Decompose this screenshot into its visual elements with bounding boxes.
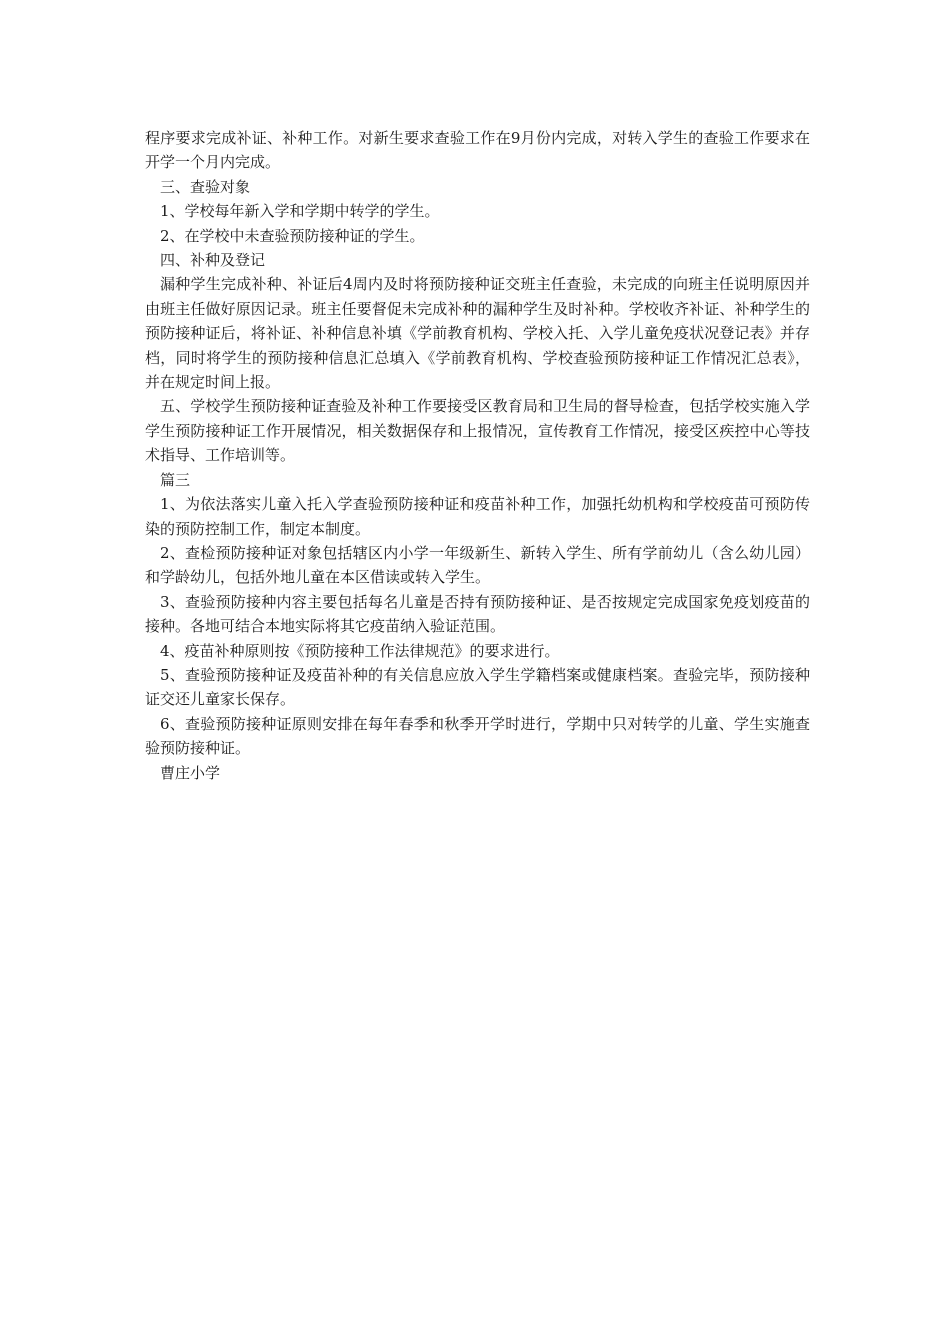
list-item: 5、查验预防接种证及疫苗补种的有关信息应放入学生学籍档案或健康档案。查验完毕，预防接种证交还儿童家长保存。 xyxy=(145,665,810,709)
signature-school-name: 曹庄小学 xyxy=(160,763,221,782)
paragraph: 五、学校学生预防接种证查验及补种工作要接受区教育局和卫生局的督导检查，包括学校实施入学学生预防接种证工作开展情况，相关数据保存和上报情况，宣传教育工作情况，接受区疾控中心等技术指导、工作培训等。 xyxy=(145,397,810,465)
list-item: 3、查验预防接种内容主要包括每名儿童是否持有预防接种证、是否按规定完成国家免疫划疫苗的接种。各地可结合本地实际将其它疫苗纳入验证范围。 xyxy=(145,592,810,636)
section-heading-inspection-targets: 三、查验对象 xyxy=(160,177,251,196)
list-item: 2、在学校中未查验预防接种证的学生。 xyxy=(160,226,425,245)
list-item: 6、查验预防接种证原则安排在每年春季和秋季开学时进行，学期中只对转学的儿童、学生实施查验预防接种证。 xyxy=(145,714,810,758)
list-item: 2、查检预防接种证对象包括辖区内小学一年级新生、新转入学生、所有学前幼儿（含么幼儿园）和学龄幼儿，包括外地儿童在本区借读或转入学生。 xyxy=(145,543,810,587)
list-item: 1、学校每年新入学和学期中转学的学生。 xyxy=(160,202,440,221)
document-page xyxy=(145,126,810,785)
list-item: 4、疫苗补种原则按《预防接种工作法律规范》的要求进行。 xyxy=(160,641,560,660)
paragraph: 漏种学生完成补种、补证后4周内及时将预防接种证交班主任查验，未完成的向班主任说明原因并由班主任做好原因记录。班主任要督促未完成补种的漏种学生及时补种。学校收齐补证、补种学生的预防接种证后，将补证、补种信息补填《学前教育机构、学校入托、入学儿童免疫状况登记表》并存档，同时将学生的预防接种信息汇总填入《学前教育机构、学校查验预防接种证工作情况汇总表》，并在规定时间上报。 xyxy=(145,275,810,392)
section-heading-supplement-registration: 四、补种及登记 xyxy=(160,251,266,270)
list-item: 1、为依法落实儿童入托入学查验预防接种证和疫苗补种工作，加强托幼机构和学校疫苗可预防传染的预防控制工作，制定本制度。 xyxy=(145,495,810,538)
paragraph-continuation: 程序要求完成补证、补种工作。对新生要求查验工作在9月份内完成，对转入学生的查验工作要求在开学一个月内完成。 xyxy=(145,129,810,172)
section-heading-part-three: 篇三 xyxy=(160,470,191,489)
